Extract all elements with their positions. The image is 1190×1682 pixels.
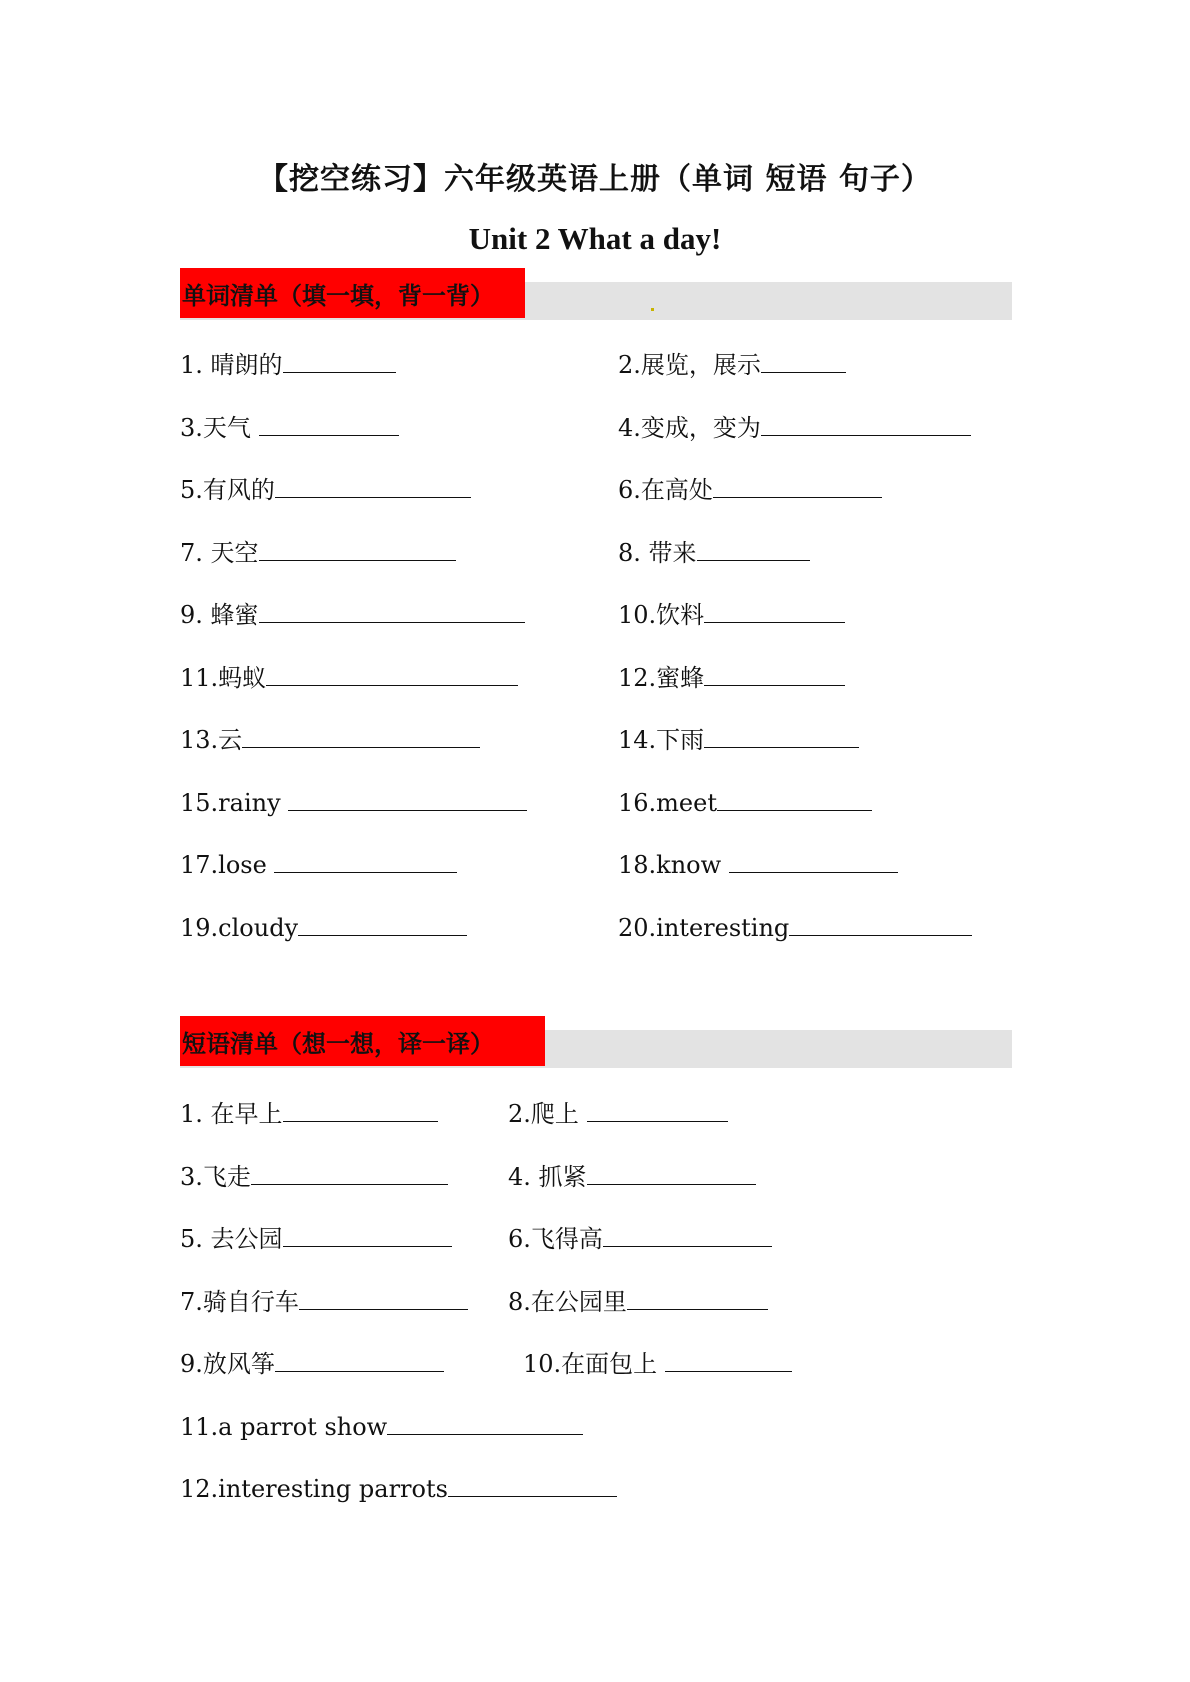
answer-blank[interactable] (283, 1220, 452, 1247)
word-item-4: 4.变成，变为 (618, 409, 971, 445)
answer-blank[interactable] (627, 1283, 768, 1310)
word-item-15: 15.rainy (180, 784, 527, 820)
phrases-section-label: 短语清单（想一想，译一译） (180, 1016, 545, 1066)
word-item-7: 7. 天空 (180, 534, 456, 570)
phrase-item-3: 3.飞走 (180, 1158, 448, 1194)
answer-blank[interactable] (697, 534, 810, 561)
word-item-12: 12.蜜蜂 (618, 659, 845, 695)
answer-blank[interactable] (665, 1345, 792, 1372)
phrase-item-2: 2.爬上 (508, 1095, 728, 1131)
answer-blank[interactable] (288, 784, 527, 811)
word-item-1: 1. 晴朗的 (180, 346, 396, 382)
answer-blank[interactable] (704, 596, 845, 623)
word-item-5: 5.有风的 (180, 471, 471, 507)
answer-blank[interactable] (298, 909, 467, 936)
answer-blank[interactable] (242, 721, 480, 748)
answer-blank[interactable] (283, 346, 396, 373)
word-item-16: 16.meet (618, 784, 872, 820)
answer-blank[interactable] (587, 1095, 728, 1122)
word-item-9: 9. 蜂蜜 (180, 596, 525, 632)
answer-blank[interactable] (603, 1220, 772, 1247)
answer-blank[interactable] (266, 659, 518, 686)
words-section-label: 单词清单（填一填，背一背） (180, 268, 525, 318)
word-item-11: 11.蚂蚁 (180, 659, 518, 695)
word-item-3: 3.天气 (180, 409, 399, 445)
phrase-item-12: 12.interesting parrots (180, 1470, 617, 1506)
phrase-item-10: 10.在面包上 (523, 1345, 792, 1381)
word-item-18: 18.know (618, 846, 898, 882)
word-item-10: 10.饮料 (618, 596, 845, 632)
answer-blank[interactable] (789, 909, 972, 936)
answer-blank[interactable] (275, 1345, 444, 1372)
answer-blank[interactable] (259, 534, 456, 561)
word-item-8: 8. 带来 (618, 534, 810, 570)
answer-blank[interactable] (448, 1470, 617, 1497)
phrase-item-11: 11.a parrot show (180, 1408, 583, 1444)
answer-blank[interactable] (259, 409, 399, 436)
phrase-item-4: 4. 抓紧 (508, 1158, 756, 1194)
answer-blank[interactable] (251, 1158, 448, 1185)
word-item-14: 14.下雨 (618, 721, 859, 757)
answer-blank[interactable] (259, 596, 525, 623)
answer-blank[interactable] (704, 659, 845, 686)
word-item-13: 13.云 (180, 721, 480, 757)
phrase-item-5: 5. 去公园 (180, 1220, 452, 1256)
page-title: 【挖空练习】六年级英语上册（单词 短语 句子） (258, 162, 932, 197)
answer-blank[interactable] (283, 1095, 438, 1122)
answer-blank[interactable] (761, 346, 846, 373)
answer-blank[interactable] (387, 1408, 583, 1435)
phrase-item-7: 7.骑自行车 (180, 1283, 468, 1319)
answer-blank[interactable] (704, 721, 859, 748)
answer-blank[interactable] (729, 846, 898, 873)
answer-blank[interactable] (299, 1283, 468, 1310)
answer-blank[interactable] (717, 784, 872, 811)
marker-dot (651, 308, 654, 311)
phrase-item-6: 6.飞得高 (508, 1220, 772, 1256)
word-item-2: 2.展览，展示 (618, 346, 846, 382)
phrase-item-8: 8.在公园里 (508, 1283, 768, 1319)
word-item-6: 6.在高处 (618, 471, 882, 507)
unit-subtitle: Unit 2 What a day! (468, 221, 722, 256)
phrase-item-9: 9.放风筝 (180, 1345, 444, 1381)
answer-blank[interactable] (587, 1158, 756, 1185)
word-item-19: 19.cloudy (180, 909, 467, 945)
answer-blank[interactable] (275, 471, 471, 498)
phrase-item-1: 1. 在早上 (180, 1095, 438, 1131)
word-item-20: 20.interesting (618, 909, 972, 945)
answer-blank[interactable] (274, 846, 457, 873)
answer-blank[interactable] (761, 409, 971, 436)
word-item-17: 17.lose (180, 846, 457, 882)
answer-blank[interactable] (713, 471, 882, 498)
